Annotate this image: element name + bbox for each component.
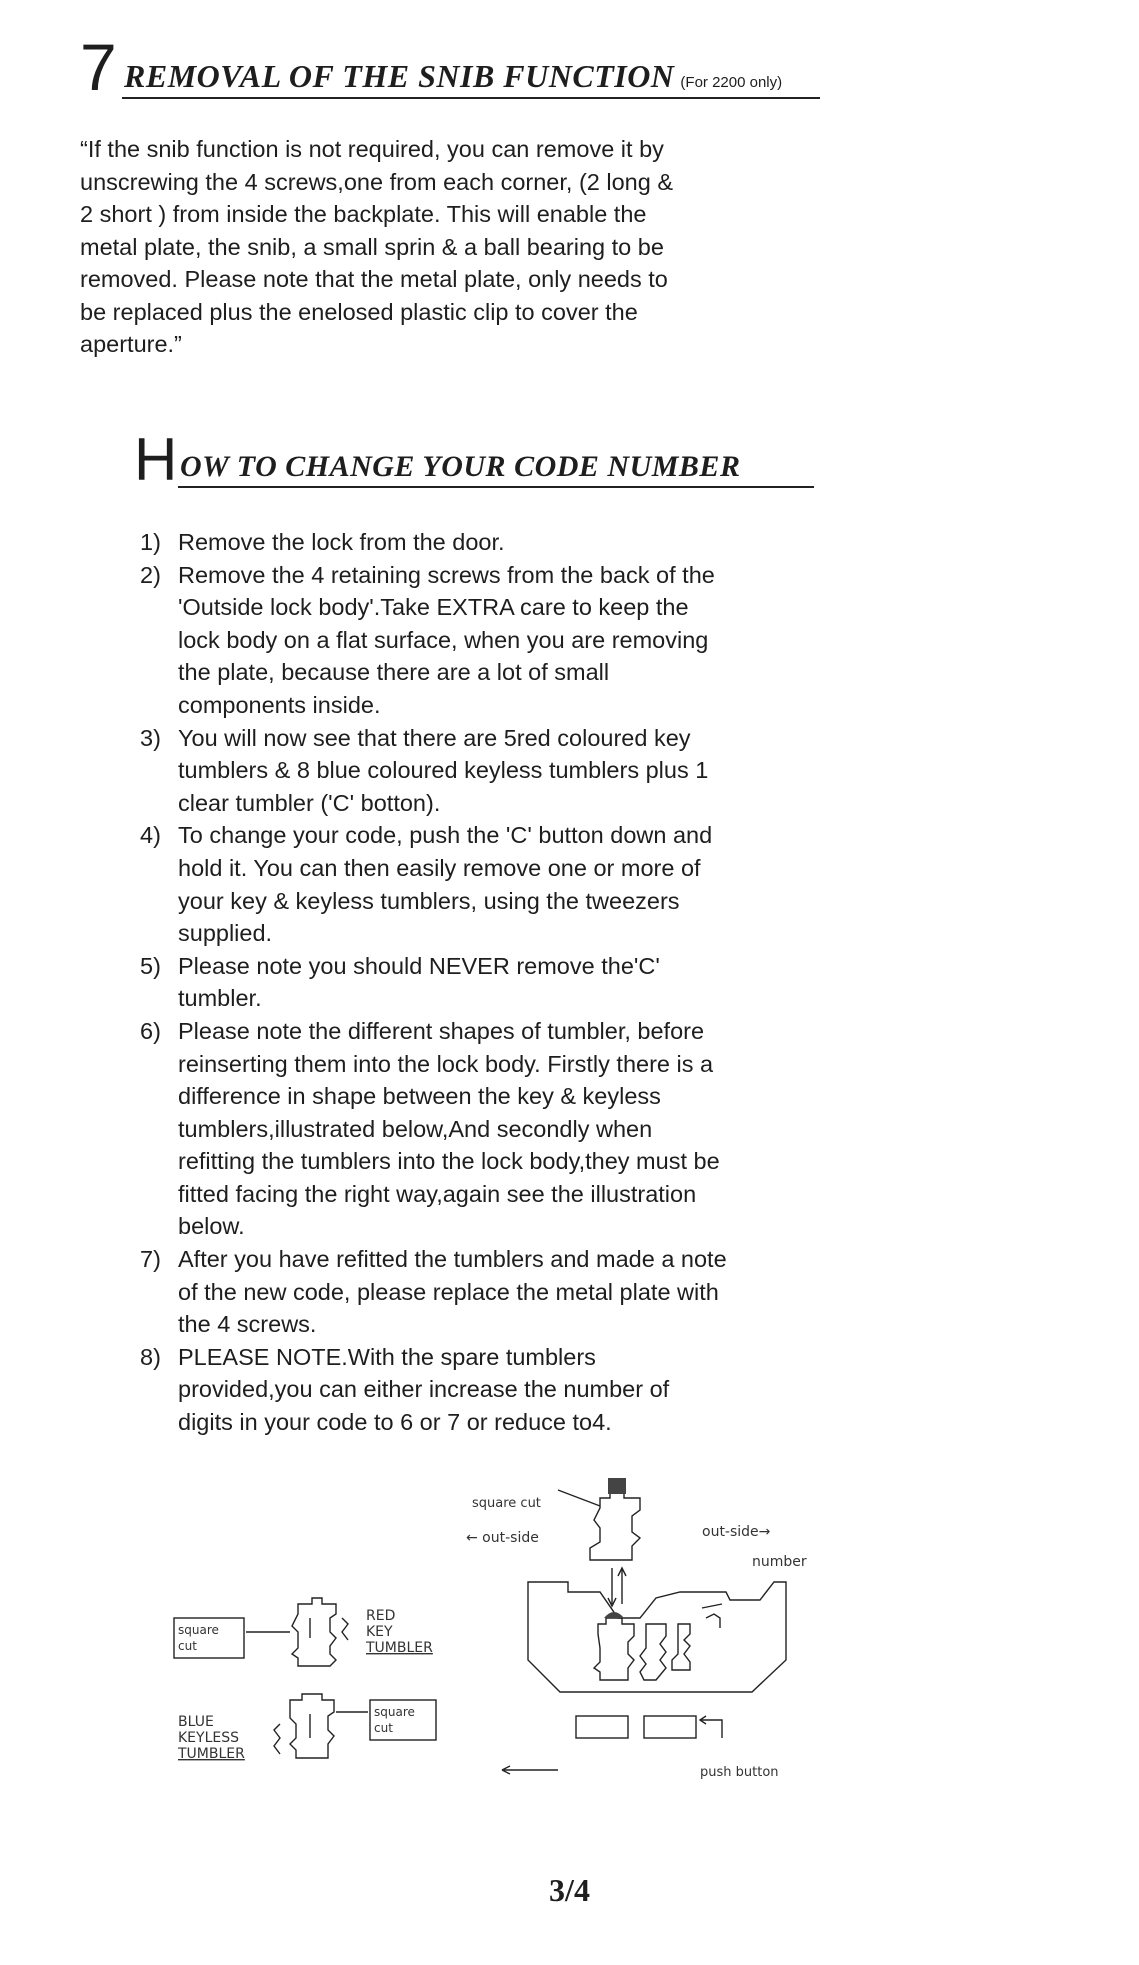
step-item <box>140 819 860 949</box>
step-text: Remove the lock from the door. <box>178 529 505 555</box>
section-number: 7 <box>80 30 117 104</box>
step-item <box>140 1015 860 1243</box>
step-text: Please note you should NEVER remove the'C' tumbler. <box>178 952 660 1012</box>
label-square-left-1: square <box>178 1623 219 1637</box>
label-blue-1: BLUE <box>178 1714 214 1730</box>
step-number: 3) <box>140 724 161 751</box>
label-out-side-left: ← out-side <box>466 1530 539 1546</box>
section-title-text: REMOVAL OF THE SNIB FUNCTION <box>124 58 675 94</box>
inner-tumbler-cap <box>604 1612 624 1618</box>
label-square-right-2: cut <box>374 1721 393 1735</box>
step-number: 6) <box>140 1017 161 1044</box>
heading-underline <box>122 97 820 99</box>
step-number: 8) <box>140 1343 161 1370</box>
step-text: Remove the 4 retaining screws from the back of the 'Outside lock body'.Take EXTRA care to keep the lock body on a flat surface, when you are removing the plate, because there are a lot of small components inside. <box>178 561 715 718</box>
step-number: 1) <box>140 529 161 555</box>
step-text: To change your code, push the 'C' button down and hold it. You can then easily remove one or more of your key & keyless tumblers, using the tweezers supplied. <box>178 822 713 947</box>
label-red-3: TUMBLER <box>366 1640 433 1656</box>
step-item <box>140 1243 860 1341</box>
step-number: 4) <box>140 822 161 849</box>
section-7-heading <box>80 30 820 104</box>
blue-keyless-tumbler-shape <box>274 1694 334 1758</box>
top-tumbler-cap <box>608 1478 626 1494</box>
section-title <box>124 58 782 95</box>
push-button-right <box>644 1716 696 1738</box>
howto-initial: H <box>134 426 178 493</box>
top-tumbler-shape <box>590 1492 640 1560</box>
label-square-left-2: cut <box>178 1639 197 1653</box>
howto-heading <box>134 426 814 495</box>
howto-title: OW TO CHANGE YOUR CODE NUMBER <box>180 450 741 483</box>
step-number: 7) <box>140 1246 161 1273</box>
heading-underline <box>178 486 814 488</box>
section-note: (For 2200 only) <box>680 74 783 91</box>
label-out-side-right: out-side→ <box>702 1524 771 1540</box>
red-key-tumbler-shape <box>292 1598 348 1666</box>
step-item <box>140 559 860 722</box>
step-number: 5) <box>140 952 161 979</box>
steps-list <box>140 526 860 1439</box>
step-item <box>140 526 860 559</box>
step-text: You will now see that there are 5red coloured key tumblers & 8 blue coloured keyless tumblers plus 1 clear tumbler ('C' botton). <box>178 724 709 816</box>
step-item <box>140 950 860 1015</box>
step-item <box>140 1341 860 1439</box>
label-red-1: RED <box>366 1608 396 1624</box>
label-blue-3: TUMBLER <box>178 1746 245 1762</box>
step-item <box>140 722 860 820</box>
label-square-cut-top: square cut <box>472 1496 541 1511</box>
label-red-2: KEY <box>366 1624 393 1640</box>
label-blue-2: KEYLESS <box>178 1730 239 1746</box>
step-text: PLEASE NOTE.With the spare tumblers provided,you can either increase the number of digits in your code to 6 or 7 or reduce to4. <box>178 1343 670 1436</box>
tumbler-diagram <box>170 1468 850 1798</box>
step-text: After you have refitted the tumblers and made a note of the new code, please replace the metal plate with the 4 screws. <box>178 1246 727 1338</box>
snib-paragraph: “If the snib function is not required, you can remove it by unscrewing the 4 screws,one from each corner, (2 long & 2 short ) from inside the backplate. This will enable the metal plate, the snib, a small sprin & a ball bearing to be removed. Please note that the metal plate, only needs to be replaced plus the enelosed plastic clip to cover the aperture.” <box>80 136 674 357</box>
step-text: Please note the different shapes of tumbler, before reinserting them into the lock body. Firstly there is a difference in shape between the key & keyless tumblers,illustrated below,And secondly when refitting the tumblers into the lock body,they must be fitted facing the right way,again see the illustration below. <box>178 1017 720 1240</box>
push-button-left <box>576 1716 628 1738</box>
lock-body-outline <box>528 1582 786 1692</box>
label-number: number <box>752 1554 807 1570</box>
page-number: 3/4 <box>549 1872 590 1908</box>
step-number: 2) <box>140 561 161 588</box>
label-square-right-1: square <box>374 1705 415 1719</box>
label-push-button: push button <box>700 1765 779 1780</box>
